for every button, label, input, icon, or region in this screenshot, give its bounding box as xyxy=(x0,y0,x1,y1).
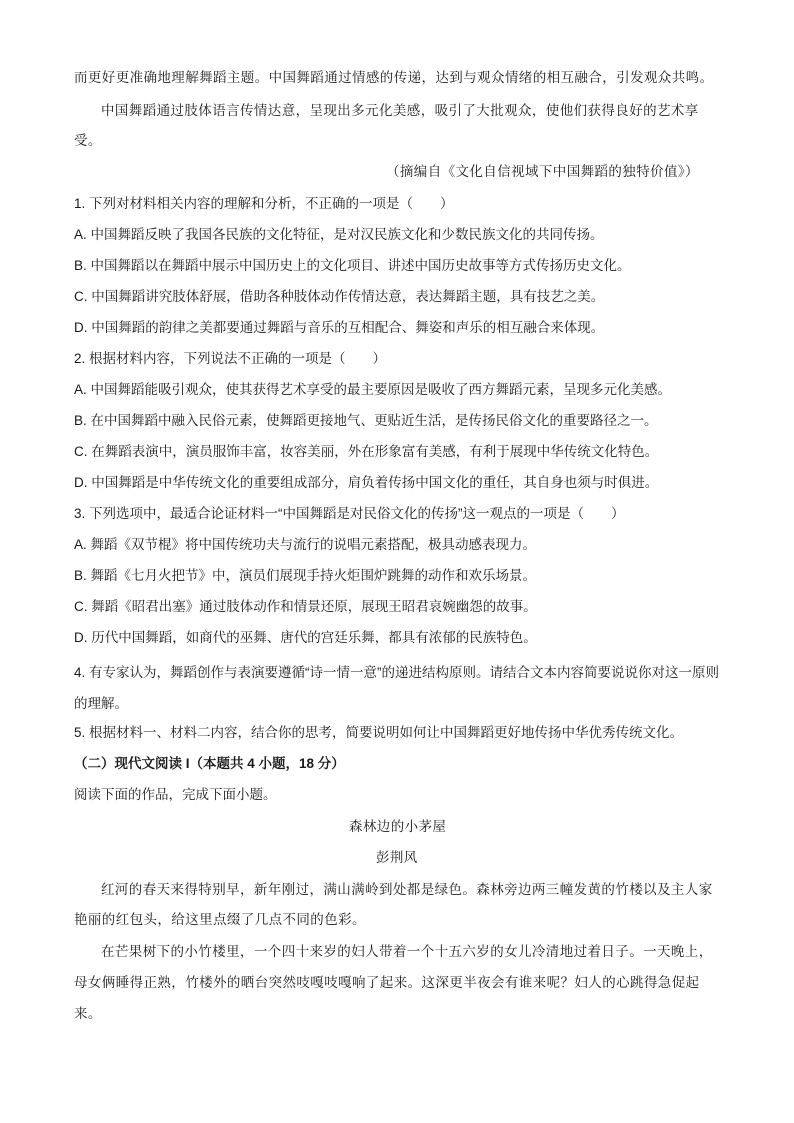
question-3-stem: 3. 下列选项中，最适合论证材料一“中国舞蹈是对民俗文化的传扬”这一观点的一项是（ ） xyxy=(74,506,625,521)
question-2-option-d: D. 中国舞蹈是中华传统文化的重要组成部分，肩负着传扬中国文化的重任，其自身也须与时俱进。 xyxy=(74,475,659,490)
question-3-option-a: A. 舞蹈《双节棍》将中国传统功夫与流行的说唱元素搭配，极具动感表现力。 xyxy=(74,537,537,552)
question-3-option-b: B. 舞蹈《七月火把节》中，演员们展现手持火炬围炉跳舞的动作和欢乐场景。 xyxy=(74,568,537,583)
question-3-option-d: D. 历代中国舞蹈，如商代的巫舞、唐代的宫廷乐舞，都具有浓郁的民族特色。 xyxy=(74,630,537,645)
article-paragraph-line: 艳丽的红包头，给这里点缀了几点不同的色彩。 xyxy=(74,912,366,928)
passage-paragraph-line: 受。 xyxy=(74,133,102,149)
article-title: 森林边的小茅屋 xyxy=(349,819,447,835)
question-2-option-b: B. 在中国舞蹈中融入民俗元素，使舞蹈更接地气、更贴近生活，是传扬民俗文化的重要路径之一。 xyxy=(74,413,658,428)
article-paragraph-line: 来。 xyxy=(74,1006,102,1022)
question-1-option-a: A. 中国舞蹈反映了我国各民族的文化特征，是对汉民族文化和少数民族文化的共同传扬。 xyxy=(74,227,604,242)
passage-line: 而更好更准确地理解舞蹈主题。中国舞蹈通过情感的传递，达到与观众情绪的相互融合，引发观众共鸣。 xyxy=(74,70,714,86)
question-3-option-c: C. 舞蹈《昭君出塞》通过肢体动作和情景还原，展现王昭君哀婉幽怨的故事。 xyxy=(74,599,537,614)
question-2-option-c: C. 在舞蹈表演中，演员服饰丰富，妆容美丽，外在形象富有美感，有利于展现中华传统文化特色。 xyxy=(74,444,659,459)
article-paragraph-line: 母女俩睡得正熟，竹楼外的晒台突然吱嘎吱嘎响了起来。这深更半夜会有谁来呢？妇人的心跳得急促起 xyxy=(74,975,700,991)
section-instruction: 阅读下面的作品，完成下面小题。 xyxy=(74,787,277,802)
passage-source: （摘编自《文化自信视域下中国舞蹈的独特价值》） xyxy=(386,164,699,180)
question-2-option-a: A. 中国舞蹈能吸引观众，使其获得艺术享受的最主要原因是吸收了西方舞蹈元素，呈现多元化美感。 xyxy=(74,382,672,397)
question-1-stem: 1. 下列对材料相关内容的理解和分析，不正确的一项是（ ） xyxy=(74,196,454,211)
passage-paragraph-line: 中国舞蹈通过肢体语言传情达意，呈现出多元化美感，吸引了大批观众，使他们获得良好的艺术享 xyxy=(101,103,699,119)
question-1-option-b: B. 中国舞蹈以在舞蹈中展示中国历史上的文化项目、讲述中国历史故事等方式传扬历史文化。 xyxy=(74,258,631,273)
question-1-option-d: D. 中国舞蹈的韵律之美都要通过舞蹈与音乐的互相配合、舞姿和声乐的相互融合来体现。 xyxy=(74,320,605,335)
question-2-stem: 2. 根据材料内容，下列说法不正确的一项是（ ） xyxy=(74,351,387,366)
section-heading: （二）现代文阅读 I（本题共 4 小题，18 分） xyxy=(74,756,345,771)
article-paragraph-line: 在芒果树下的小竹楼里，一个四十来岁的妇人带着一个十五六岁的女儿冷清地过着日子。一天晚上， xyxy=(101,944,713,960)
article-author: 彭荆风 xyxy=(376,850,418,866)
question-1-option-c: C. 中国舞蹈讲究肢体舒展，借助各种肢体动作传情达意，表达舞蹈主题，具有技艺之美。 xyxy=(74,289,605,304)
question-5: 5. 根据材料一、材料二内容，结合你的思考，简要说明如何让中国舞蹈更好地传扬中华优秀传统文化。 xyxy=(74,725,684,740)
article-paragraph-line: 红河的春天来得特别早，新年刚过，满山满岭到处都是绿色。森林旁边两三幢发黄的竹楼以及主人家 xyxy=(101,882,713,898)
question-4: 4. 有专家认为，舞蹈创作与表演要遵循“诗一情一意”的递进结构原则。请结合文本内容简要说说你对这一原则的理解。 xyxy=(74,665,719,711)
